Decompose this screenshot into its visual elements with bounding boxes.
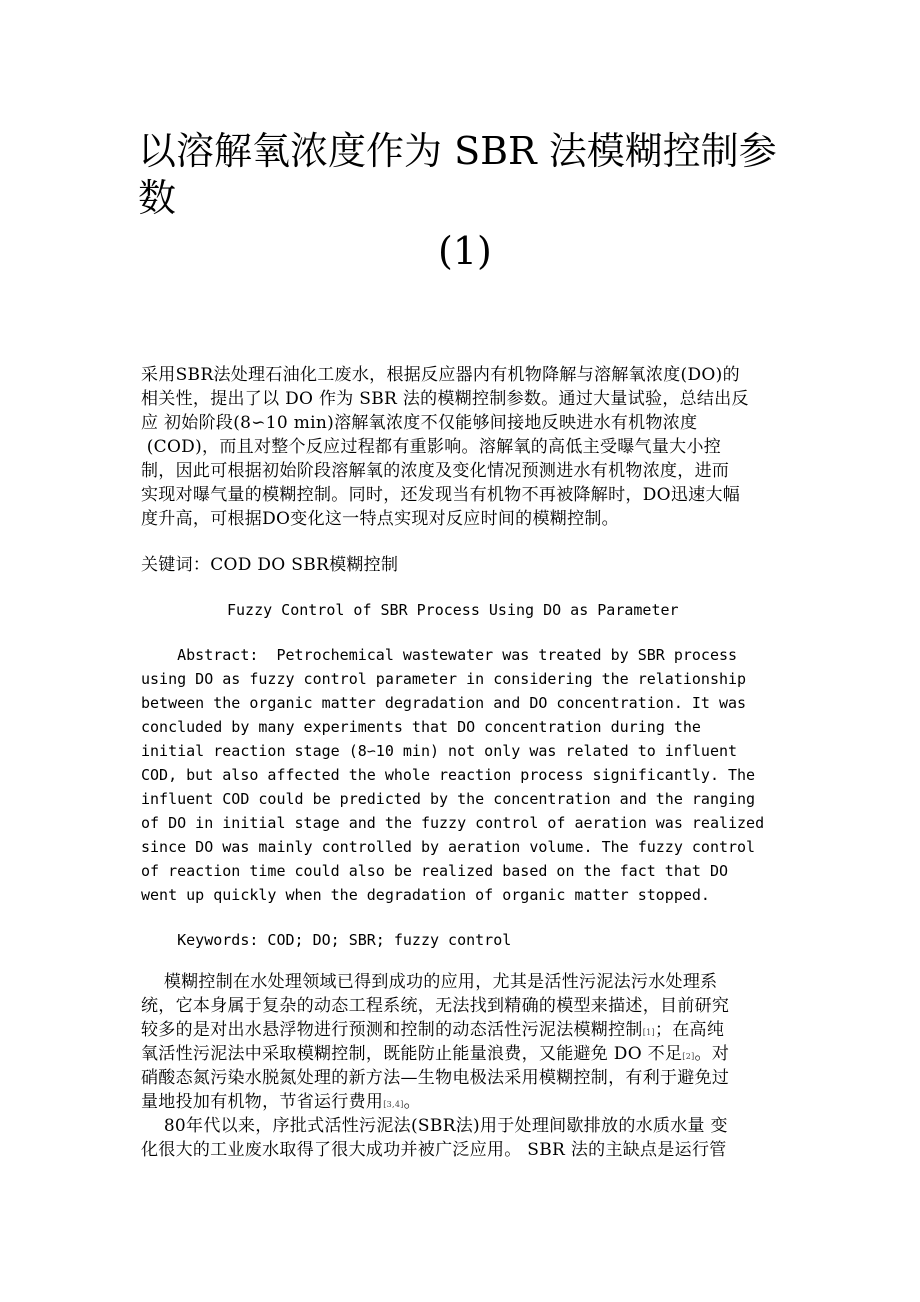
body-text-segment: ；在高纯	[654, 1020, 725, 1040]
abstract-line: 采用SBR法处理石油化工废水，根据反应器内有机物降解与溶解氧浓度(DO)的	[141, 365, 740, 385]
body-text-segment: 量地投加有机物，节省运行费用	[141, 1092, 384, 1112]
body-text-segment: 氧活性污泥法中采取模糊控制，既能防止能量浪费，又能避免 DO 不足	[141, 1044, 683, 1064]
body-text-segment: 。	[403, 1092, 421, 1112]
chinese-keywords: 关键词：COD DO SBR模糊控制	[141, 555, 399, 575]
title-line-2: 数	[138, 176, 177, 220]
body-line	[141, 1042, 729, 1066]
abstract-en-line: initial reaction stage (8∽10 min) not only was related to influent	[141, 742, 738, 760]
body-text	[141, 970, 729, 1162]
abstract-line: 应 初始阶段(8∽10 min)溶解氧浓度不仅能够间接地反映进水有机物浓度	[141, 413, 698, 433]
body-line: 统，它本身属于复杂的动态工程系统，无法找到精确的模型来描述，目前研究	[141, 996, 730, 1016]
abstract-en-line: influent COD could be predicted by the concentration and the ranging	[141, 790, 756, 808]
title-line-1: 以溶解氧浓度作为 SBR 法模糊控制参	[138, 129, 777, 173]
body-line: 80年代以来，序批式活性污泥法(SBR法)用于处理间歇排放的水质水量 变	[141, 1116, 728, 1136]
abstract-en-line: COD, but also affected the whole reaction process significantly. The	[141, 766, 756, 784]
abstract-line: (COD)，而且对整个反应过程都有重影响。溶解氧的高低主受曝气量大小控	[141, 437, 722, 457]
body-text-segment: 较多的是对出水悬浮物进行预测和控制的动态活性污泥法模糊控制	[141, 1020, 643, 1040]
abstract-line: 制，因此可根据初始阶段溶解氧的浓度及变化情况预测进水有机物浓度，进而	[141, 461, 730, 481]
english-abstract	[141, 643, 764, 907]
abstract-en-line: of DO in initial stage and the fuzzy control of aeration was realized	[141, 814, 765, 832]
citation-1[interactable]: [1]	[642, 1028, 655, 1037]
abstract-en-line: using DO as fuzzy control parameter in considering the relationship	[141, 670, 747, 688]
body-line: 模糊控制在水处理领域已得到成功的应用，尤其是活性污泥法污水处理系	[141, 972, 718, 992]
body-line: 化很大的工业废水取得了很大成功并被广泛应用。 SBR 法的主缺点是运行管	[141, 1140, 727, 1160]
body-line: 硝酸态氮污染水脱氮处理的新方法—生物电极法采用模糊控制，有利于避免过	[141, 1068, 730, 1088]
abstract-en-line: since DO was mainly controlled by aeration volume. The fuzzy control	[141, 838, 756, 856]
abstract-en-line: between the organic matter degradation and DO concentration. It was	[141, 694, 747, 712]
english-keywords: Keywords: COD; DO; SBR; fuzzy control	[141, 931, 512, 949]
abstract-line: 度升高，可根据DO变化这一特点实现对反应时间的模糊控制。	[141, 509, 619, 529]
citation-3-4[interactable]: [3,4]	[383, 1100, 404, 1109]
citation-2[interactable]: [2]	[682, 1052, 695, 1061]
chinese-abstract	[141, 363, 749, 531]
body-line	[141, 1090, 729, 1114]
abstract-en-line: concluded by many experiments that DO concentration during the	[141, 718, 701, 736]
abstract-en-line: of reaction time could also be realized based on the fact that DO	[141, 862, 728, 880]
abstract-en-line: Abstract: Petrochemical wastewater was treated by SBR process	[141, 646, 738, 664]
abstract-en-line: went up quickly when the degradation of organic matter stopped.	[141, 886, 710, 904]
english-title: Fuzzy Control of SBR Process Using DO as Parameter	[227, 601, 679, 619]
body-text-segment: 。对	[694, 1044, 730, 1064]
title-part-number: (1)	[438, 229, 492, 273]
abstract-line: 实现对曝气量的模糊控制。同时，还发现当有机物不再被降解时，DO迅速大幅	[141, 485, 741, 505]
body-line	[141, 1018, 729, 1042]
abstract-line: 相关性，提出了以 DO 作为 SBR 法的模糊控制参数。通过大量试验，总结出反	[141, 389, 749, 409]
